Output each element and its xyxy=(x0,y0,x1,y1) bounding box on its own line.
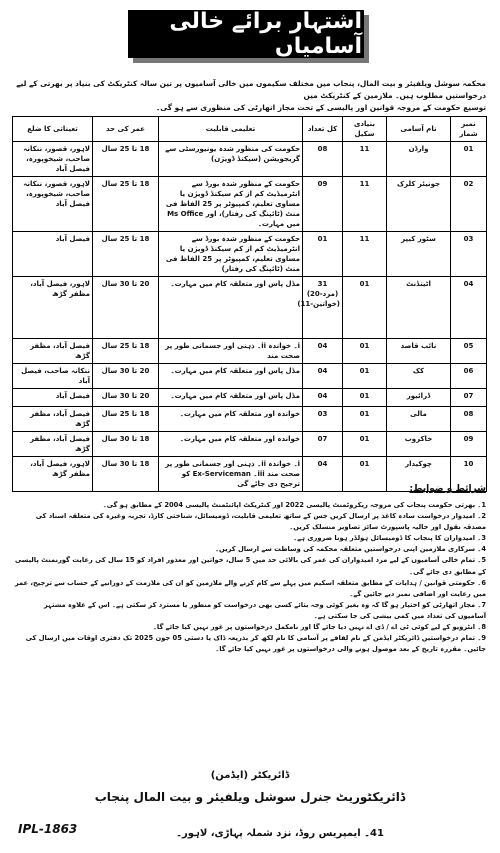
table-row xyxy=(13,339,487,364)
table-row xyxy=(13,277,487,339)
cell-scale: 01 xyxy=(343,407,387,432)
terms-list xyxy=(14,500,486,655)
cell-serial: 07 xyxy=(451,389,487,407)
terms-item: 9۔ تمام درخواستیں ڈائریکٹر ایڈمن کے نام لفافے پر آسامی کا نام لکھ کر بذریعہ ڈاک یا دستی 05 جون 2025 تک دفتری اوقات میں ارسال کی جائیں۔ مقررہ تاریخ کے بعد موصول ہونے والی درخواستوں پر غور نہیں کیا جائے گا۔ xyxy=(25,634,486,654)
organization-name: ڈائریکٹوریٹ جنرل سوشل ویلفیئر و بیت المال پنجاب xyxy=(94,790,406,804)
cell-qualification: مڈل پاس اور متعلقہ کام میں مہارت۔ xyxy=(159,364,303,389)
cell-district: فیصل آباد، مظفر گڑھ xyxy=(13,432,93,457)
cell-count: 08 xyxy=(303,142,343,177)
table-row xyxy=(13,142,487,177)
cell-serial: 06 xyxy=(451,364,487,389)
cell-count: 04 xyxy=(303,364,343,389)
cell-scale: 11 xyxy=(343,142,387,177)
terms-item: 2۔ امیدوار درخواست سادہ کاغذ پر ارسال کریں جس کے ساتھ تعلیمی قابلیت، ڈومیسائل، شناختی کارڈ، تجربہ وغیرہ کی متعلقہ اسناد کی مصدقہ نقول اور حالیہ پاسپورٹ سائز تصاویر منسلک کریں۔ xyxy=(35,512,486,532)
header-serial: نمبر شمار xyxy=(451,117,487,142)
intro-line-1: محکمہ سوشل ویلفیئر و بیت المال، پنجاب میں مختلف سکیموں میں خالی آسامیوں پر تین سالہ کنٹریکٹ کی بنیاد پر بھرتی کے لیے درخواستیں مطلوب ہیں۔ ملازمین کے کنٹریکٹ میں xyxy=(16,79,486,100)
terms-item: 7۔ مجاز اتھارٹی کو اختیار ہو گا کہ وہ بغیر کوئی وجہ بتائے کسی بھی درخواست کو منظور یا مسترد کر سکتی ہے۔ اس کے علاوہ مشتہر آسامیوں کی تعداد میں کمی بیشی کی جا سکتی ہے۔ xyxy=(43,600,486,620)
cell-count: 07 xyxy=(303,432,343,457)
intro-line-2: توسیع حکومت کے مروجہ قوانین اور پالیسی کے تحت مجاز اتھارٹی کی منظوری سے ہو گی۔ xyxy=(155,103,486,112)
table-row xyxy=(13,432,487,457)
cell-qualification: حکومت کی منظور شدہ یونیورسٹی سے گریجویشن (سیکنڈ ڈویژن) xyxy=(159,142,303,177)
cell-count: 03 xyxy=(303,407,343,432)
header-count: کل تعداد xyxy=(303,117,343,142)
cell-count: 31 (مرد-20) (خواتین-11) xyxy=(303,277,343,339)
cell-count: 04 xyxy=(303,457,343,492)
cell-count: 04 xyxy=(303,339,343,364)
cell-qualification: خواندہ اور متعلقہ کام میں مہارت۔ xyxy=(159,407,303,432)
table-row xyxy=(13,389,487,407)
cell-age: 20 تا 30 سال xyxy=(93,389,159,407)
cell-post: کک xyxy=(387,364,451,389)
cell-district: فیصل آباد xyxy=(13,389,93,407)
cell-age: 18 تا 25 سال xyxy=(93,142,159,177)
table-row xyxy=(13,364,487,389)
cell-count: 04 xyxy=(303,389,343,407)
cell-post: نائب قاصد xyxy=(387,339,451,364)
cell-district: لاہور، قصور، ننکانہ صاحب، شیخوپورہ، فیصل آباد xyxy=(13,142,93,177)
cell-serial: 03 xyxy=(451,232,487,277)
table-row xyxy=(13,407,487,432)
cell-serial: 02 xyxy=(451,177,487,232)
cell-age: 20 تا 30 سال xyxy=(93,364,159,389)
header-scale: بنیادی سکیل xyxy=(343,117,387,142)
cell-post: وارڈن xyxy=(387,142,451,177)
cell-scale: 01 xyxy=(343,457,387,492)
table-header-row xyxy=(13,117,487,142)
cell-serial: 10 xyxy=(451,457,487,492)
cell-scale: 01 xyxy=(343,277,387,339)
cell-qualification: i۔ خواندہ ii۔ ذہنی اور جسمانی طور پر صحت مند xyxy=(159,339,303,364)
advert-reference: IPL-1863 xyxy=(18,822,78,836)
cell-age: 18 تا 30 سال xyxy=(93,457,159,492)
terms-item: 4۔ سرکاری ملازمین اپنی درخواستیں متعلقہ محکمہ کی وساطت سے ارسال کریں۔ xyxy=(215,545,486,554)
cell-serial: 08 xyxy=(451,407,487,432)
terms-item: 1۔ بھرتی حکومت پنجاب کی مروجہ ریکروٹمنٹ پالیسی 2022 اور کنٹریکٹ اپائنٹمنٹ پالیسی 2004 کے مطابق ہو گی۔ xyxy=(102,501,486,509)
cell-serial: 09 xyxy=(451,432,487,457)
cell-district: لاہور، فیصل آباد، مظفر گڑھ xyxy=(13,457,93,492)
table-body xyxy=(13,142,487,492)
cell-post: مالی xyxy=(387,407,451,432)
cell-qualification: مڈل پاس اور متعلقہ کام میں مہارت۔ xyxy=(159,389,303,407)
terms-item: 8۔ انٹرویو کے لیے کوئی ٹی اے / ڈی اے نہیں دیا جائے گا اور نامکمل درخواستوں پر غور نہیں کیا جائے گا۔ xyxy=(153,623,486,632)
intro-text xyxy=(14,78,486,114)
cell-scale: 01 xyxy=(343,339,387,364)
cell-scale: 11 xyxy=(343,177,387,232)
cell-serial: 05 xyxy=(451,339,487,364)
table-row xyxy=(13,232,487,277)
cell-count: 01 xyxy=(303,232,343,277)
table-row xyxy=(13,177,487,232)
cell-district: فیصل آباد xyxy=(13,232,93,277)
cell-qualification: i۔ خواندہ ii۔ ذہنی اور جسمانی طور پر صحت مند iii۔ Ex-Serviceman کو ترجیح دی جائے گی xyxy=(159,457,303,492)
cell-age: 18 تا 25 سال xyxy=(93,407,159,432)
header-district: تعیناتی کا ضلع xyxy=(13,117,93,142)
cell-scale: 01 xyxy=(343,432,387,457)
cell-qualification: مڈل پاس اور متعلقہ کام میں مہارت۔ xyxy=(159,277,303,339)
header-post: نام آسامی xyxy=(387,117,451,142)
cell-post: جونیئر کلرک xyxy=(387,177,451,232)
cell-serial: 01 xyxy=(451,142,487,177)
cell-serial: 04 xyxy=(451,277,487,339)
header-age: عمر کی حد xyxy=(93,117,159,142)
cell-scale: 11 xyxy=(343,232,387,277)
cell-post: اٹینڈنٹ xyxy=(387,277,451,339)
cell-district: فیصل آباد، مظفر گڑھ xyxy=(13,407,93,432)
terms-title: شرائط و ضوابط: xyxy=(409,484,486,494)
cell-post: ڈرائیور xyxy=(387,389,451,407)
cell-district: لاہور، قصور، ننکانہ صاحب، شیخوپورہ، فیصل آباد xyxy=(13,177,93,232)
organization-address: 41۔ ایمپریس روڈ، نزد شملہ پہاڑی، لاہور۔ xyxy=(176,828,384,839)
cell-scale: 01 xyxy=(343,364,387,389)
vacancies-table xyxy=(12,116,487,492)
cell-qualification: حکومت کے منظور شدہ بورڈ سے انٹرمیڈیٹ کم از کم سیکنڈ ڈویژن یا مساوی تعلیم، کمپیوٹر پر 25 الفاظ فی منٹ (ٹائپنگ کی رفتار) xyxy=(159,232,303,277)
signatory: ڈائریکٹر (ایڈمن) xyxy=(210,770,290,781)
header-qualification: تعلیمی قابلیت xyxy=(159,117,303,142)
cell-district: ننکانہ صاحب، فیصل آباد xyxy=(13,364,93,389)
page-title: اشتہار برائے خالی آسامیاں xyxy=(128,10,364,58)
cell-qualification: حکومت کے منظور شدہ بورڈ سے انٹرمیڈیٹ کم از کم سیکنڈ ڈویژن یا مساوی تعلیم، کمپیوٹر پر 25 الفاظ فی منٹ (ٹائپنگ کی رفتار)، اور Ms Office میں مہارت۔ xyxy=(159,177,303,232)
terms-item: 6۔ حکومتی قوانین / ہدایات کے مطابق متعلقہ اسکیم میں پہلے سے کام کرنے والے ملازمین کو ان کی ملازمت کے دورانیے کے حساب سے ترجیح، عمر میں رعایت اور اضافی نمبر دیے جائیں گے۔ xyxy=(14,578,486,598)
cell-post: خاکروب xyxy=(387,432,451,457)
cell-post: سٹور کیپر xyxy=(387,232,451,277)
cell-post: چوکیدار xyxy=(387,457,451,492)
cell-count: 09 xyxy=(303,177,343,232)
cell-age: 18 تا 25 سال xyxy=(93,232,159,277)
cell-age: 20 تا 30 سال xyxy=(93,277,159,339)
cell-scale: 01 xyxy=(343,389,387,407)
cell-district: فیصل آباد، مظفر گڑھ xyxy=(13,339,93,364)
terms-item: 3۔ امیدواران کا پنجاب کا ڈومیسائل ہولڈر ہونا ضروری ہے۔ xyxy=(293,534,486,543)
cell-age: 18 تا 30 سال xyxy=(93,432,159,457)
cell-qualification: خواندہ اور متعلقہ کام میں مہارت۔ xyxy=(159,432,303,457)
cell-district: لاہور، فیصل آباد، مظفر گڑھ xyxy=(13,277,93,339)
cell-age: 18 تا 25 سال xyxy=(93,339,159,364)
cell-age: 18 تا 25 سال xyxy=(93,177,159,232)
header-banner xyxy=(128,10,372,66)
terms-item: 5۔ تمام خالی آسامیوں کے لیے مرد امیدواران کی عمر کی بالائی حد میں 5 سال، خواتین اور معذور افراد کو 15 سال کی رعایت گورنمنٹ پالیسی کے مطابق دی جائے گی۔ xyxy=(15,556,486,576)
